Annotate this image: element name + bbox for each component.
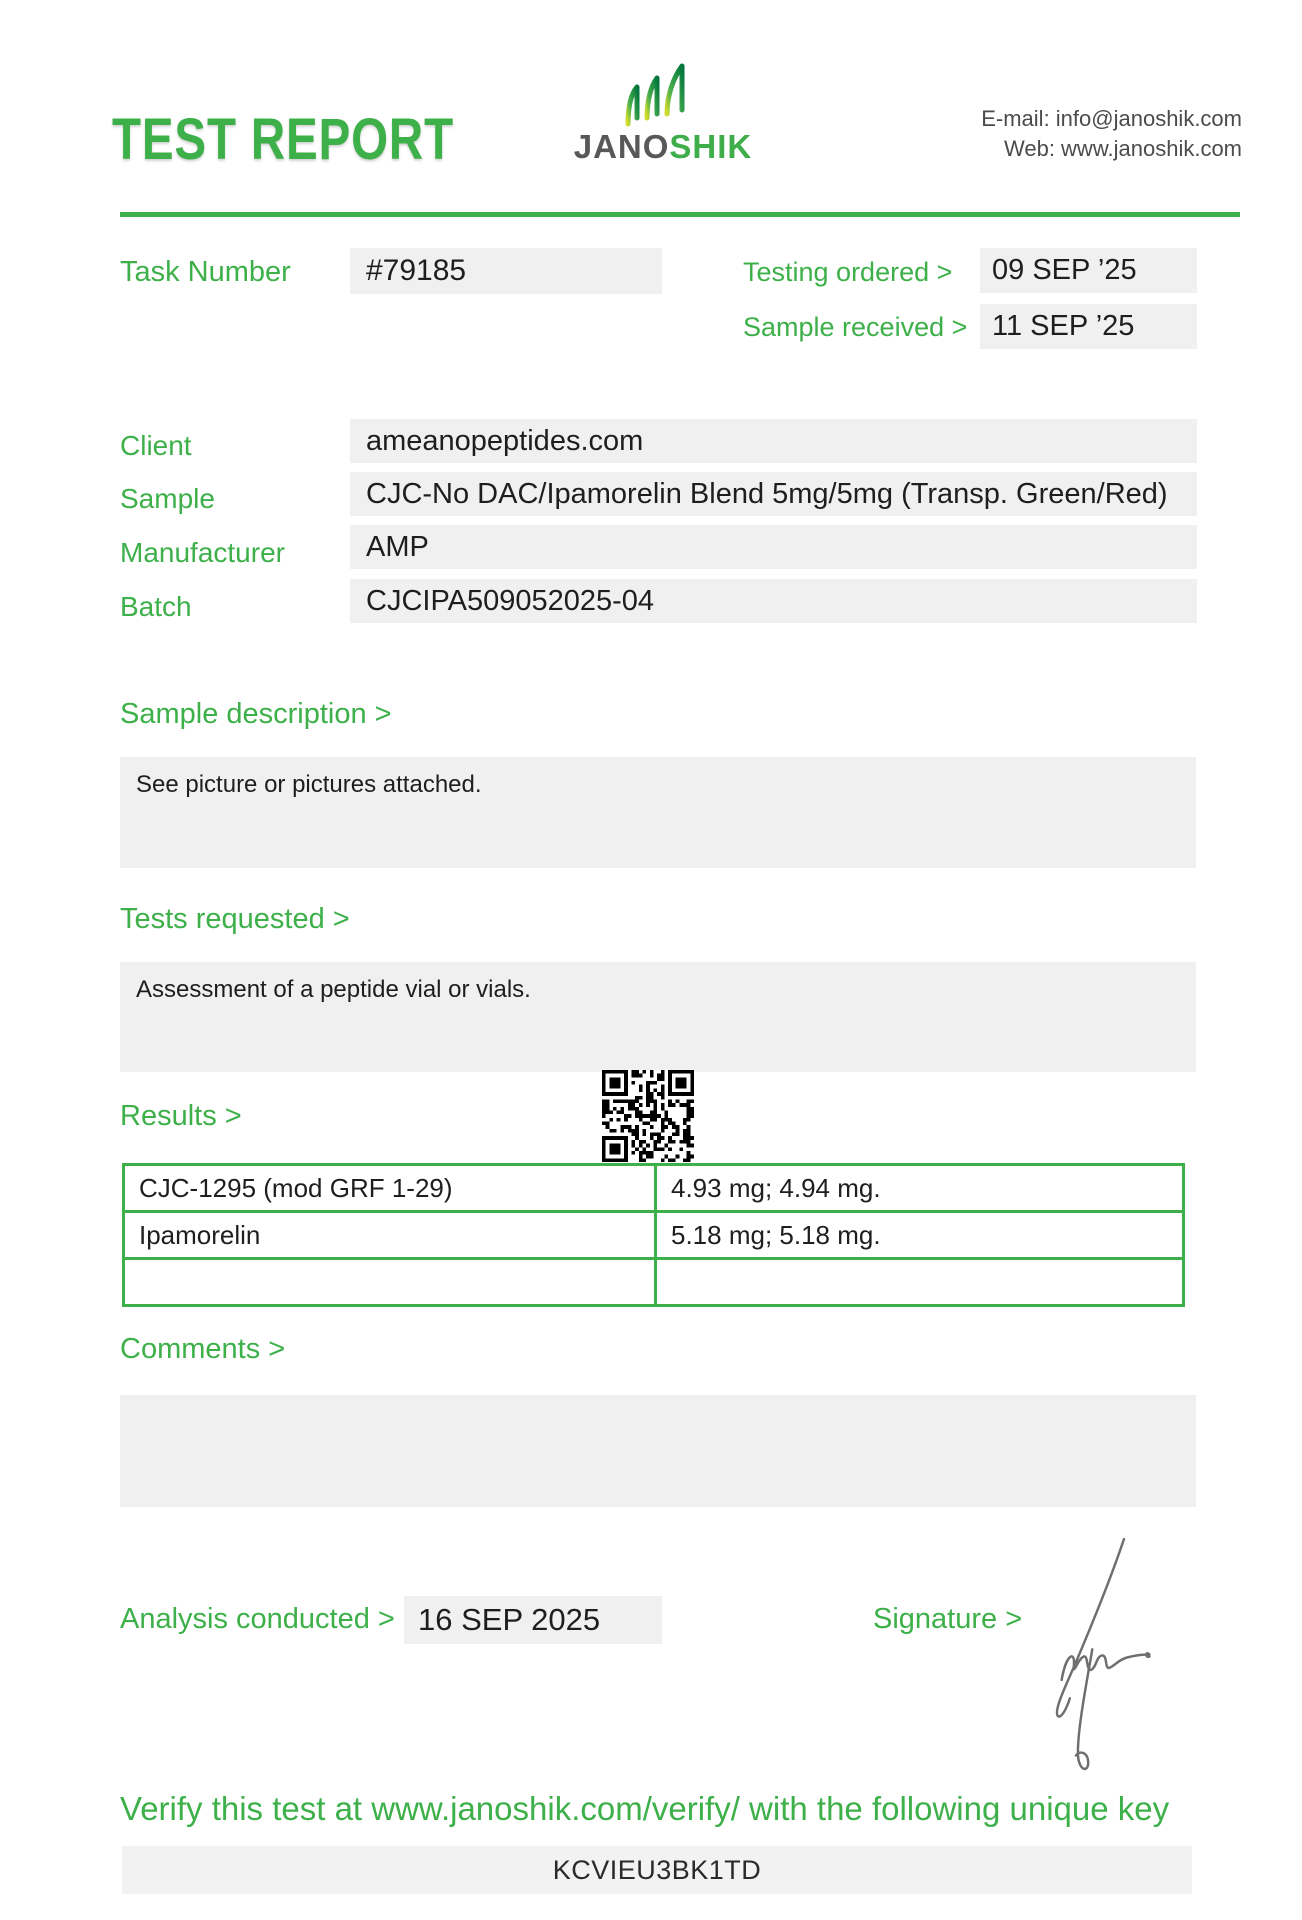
analysis-date: 16 SEP 2025 [418,1602,601,1637]
page-title: TEST REPORT [112,107,454,172]
manufacturer-value: AMP [366,531,429,563]
verify-instruction: Verify this test at www.janoshik.com/verify/ with the following unique key [120,1790,1170,1827]
task-number-value: #79185 [366,254,467,287]
sample-description-text: See picture or pictures attached. [136,771,482,798]
comments-heading: Comments > [120,1333,286,1365]
tests-requested-box [120,962,1196,1072]
unique-key-box [122,1846,1192,1894]
janoshik-logo-icon [620,62,700,128]
signature-label: Signature > [873,1603,1023,1635]
header-divider [120,212,1240,217]
contact-web: Web: www.janoshik.com [1003,136,1242,161]
task-number-label: Task Number [120,256,291,288]
client-value: ameanopeptides.com [366,425,644,457]
result-name: Ipamorelin [124,1212,656,1259]
analysis-date-box [404,1596,662,1644]
contact-email: E-mail: info@janoshik.com [981,106,1242,131]
result-value: 5.18 mg; 5.18 mg. [656,1212,1184,1259]
result-name: CJC-1295 (mod GRF 1-29) [124,1165,656,1212]
testing-ordered-box [980,248,1197,293]
sample-value: CJC-No DAC/Ipamorelin Blend 5mg/5mg (Transp. Green/Red) [366,478,1168,510]
logo-jano: JANO [573,128,670,165]
table-row [124,1212,1184,1259]
results-table [122,1163,1185,1307]
client-box [350,419,1197,463]
result-name [124,1259,656,1306]
comments-box [120,1395,1196,1507]
batch-value: CJCIPA509052025-04 [366,585,655,617]
contact-block [981,104,1242,164]
table-row [124,1259,1184,1306]
sample-description-box [120,757,1196,868]
sample-box [350,472,1197,516]
manufacturer-box [350,525,1197,569]
janoshik-logo-text [563,128,763,166]
sample-label: Sample [120,483,215,514]
sample-received-box [980,304,1197,349]
tests-requested-heading: Tests requested > [120,903,350,935]
batch-label: Batch [120,591,192,622]
batch-box [350,579,1197,623]
results-heading: Results > [120,1100,242,1132]
analysis-conducted-label: Analysis conducted > [120,1603,395,1635]
sample-received-label: Sample received > [743,312,968,342]
tests-requested-text: Assessment of a peptide vial or vials. [136,976,531,1003]
signature-scribble [1045,1535,1160,1780]
testing-ordered-label: Testing ordered > [743,257,953,287]
testing-ordered-date: 09 SEP ’25 [992,254,1137,286]
result-value: 4.93 mg; 4.94 mg. [656,1165,1184,1212]
task-number-box [350,248,662,294]
unique-key: KCVIEU3BK1TD [552,1855,762,1885]
logo-shik: SHIK [669,128,753,165]
sample-description-heading: Sample description > [120,698,392,730]
sample-received-date: 11 SEP ’25 [992,310,1135,342]
manufacturer-label: Manufacturer [120,537,285,568]
result-value [656,1259,1184,1306]
qr-code [602,1070,694,1162]
comments-text [120,1395,1196,1409]
table-row [124,1165,1184,1212]
client-label: Client [120,430,192,461]
